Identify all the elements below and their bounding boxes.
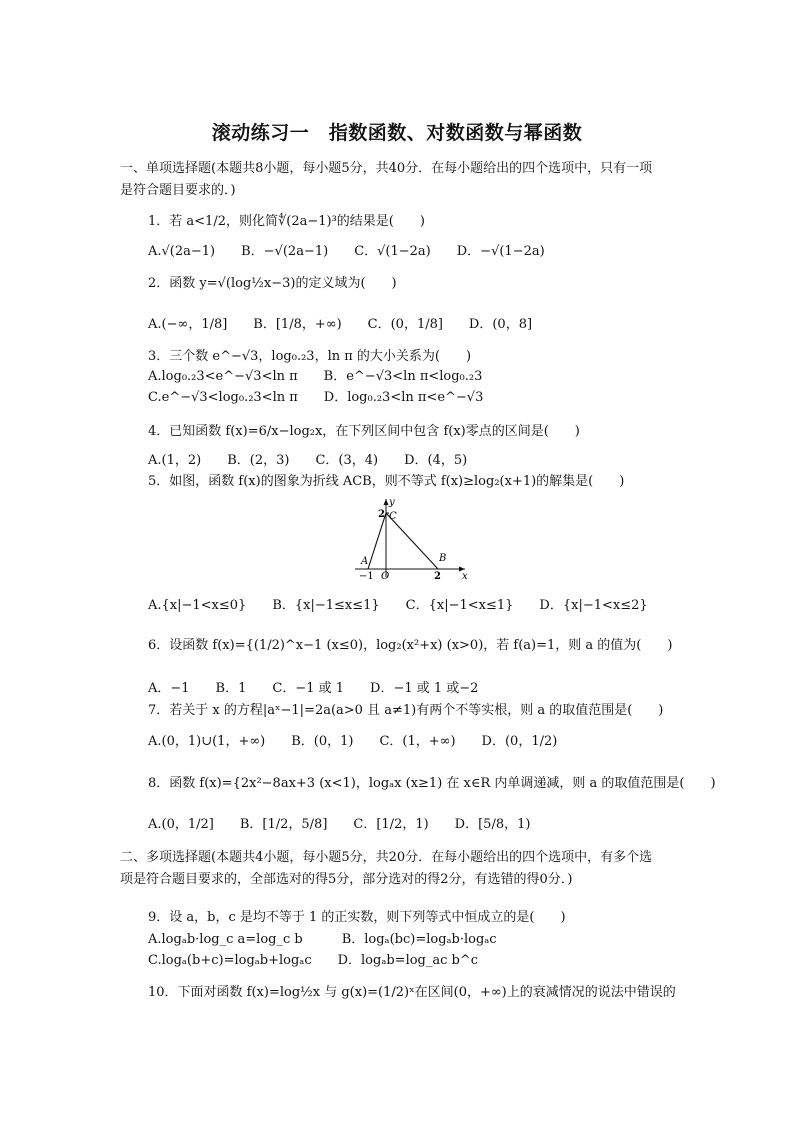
page-title: 滚动练习一 指数函数、对数函数与幂函数 [211,122,583,144]
question-8-stem: 8．函数 f(x)={2x²−8ax+3 (x<1)，logₐx (x≥1) 在 x∈R 内单调递减，则 a 的取值范围是( ) [148,776,716,791]
question-8-options: A.(0，1/2] B．[1/2，5/8] C．[1/2，1) D．[5/8，1) [148,817,531,832]
question-3-options-cd: C.e^−√3<log₀.₂3<ln π D．log₀.₂3<ln π<e^−√3 [148,390,484,405]
function-graph-figure [353,495,473,580]
section-2-instructions: 二、多项选择题(本题共4小题，每小题5分，共20分．在每小题给出的四个选项中，有多个选项是符合题目要求的，全部选对的得5分，部分选对的得2分，有选错的得0分．) [120,850,653,887]
question-3-stem: 3．三个数 e^−√3，log₀.₂3，ln π 的大小关系为( ) [148,349,472,364]
question-5-stem: 5．如图，函数 f(x)的图象为折线 ACB，则不等式 f(x)≥log₂(x+1)的解集是( ) [148,474,625,489]
y-tick-label-2: 2 [378,509,385,520]
question-9-options-ab: A.logₐb·log_c a=log_c b B．logₐ(bc)=logₐb·logₐc [148,932,497,947]
question-4-options: A.(1，2) B．(2，3) C．(3，4) D．(4，5) [148,453,468,468]
question-9-stem: 9．设 a，b，c 是均不等于 1 的正实数，则下列等式中恒成立的是( ) [148,910,566,925]
x-tick-label-neg1: −1 [359,571,374,580]
question-2-options: A.(−∞，1/8] B．[1/8，+∞) C．(0，1/8] D．(0，8] [148,317,533,332]
y-axis-arrow-icon [384,499,389,505]
point-c-label: C [389,511,397,522]
origin-label: O [381,571,390,580]
point-b-label: B [439,553,447,564]
question-9-options-cd: C.logₐ(b+c)=logₐb+logₐc D．logₐb=log_ac b^c [148,953,479,968]
point-a-label: A [361,556,369,567]
question-7-stem: 7．若关于 x 的方程|aˣ−1|=2a(a>0 且 a≠1)有两个不等实根，则 a 的取值范围是( ) [148,703,664,718]
section-1-instructions: 一、单项选择题(本题共8小题，每小题5分，共40分．在每小题给出的四个选项中，只有一项是符合题目要求的．) [120,161,653,198]
question-3-options-ab: A.log₀.₂3<e^−√3<ln π B．e^−√3<ln π<log₀.₂3 [148,369,483,384]
question-1-options: A.√(2a−1) B．−√(2a−1) C．√(1−2a) D．−√(1−2a) [148,244,545,259]
question-6-stem: 6．设函数 f(x)={(1/2)^x−1 (x≤0)，log₂(x²+x) (x>0)，若 f(a)=1，则 a 的值为( ) [148,638,673,653]
x-tick-label-2: 2 [434,571,441,580]
question-4-stem: 4．已知函数 f(x)=6/x−log₂x，在下列区间中包含 f(x)零点的区间是( ) [148,424,580,439]
question-7-options: A.(0，1)∪(1，+∞) B．(0，1) C．(1，+∞) D．(0，1/2) [148,734,558,749]
question-10-stem: 10．下面对函数 f(x)=log½x 与 g(x)=(1/2)ˣ在区间(0，+∞)上的衰减情况的说法中错误的 [148,985,676,1000]
question-5-options: A.{x|−1<x≤0} B．{x|−1≤x≤1} C．{x|−1<x≤1} D．{x|−1<x≤2} [148,598,648,613]
broken-line-acb [368,513,438,569]
question-1-stem: 1．若 a<1/2，则化简∜(2a−1)³的结果是( ) [148,214,425,229]
y-axis-label: y [389,497,395,508]
question-6-options: A．−1 B．1 C．−1 或 1 D．−1 或 1 或−2 [148,681,479,696]
question-2-stem: 2．函数 y=√(log½x−3)的定义域为( ) [148,276,397,291]
x-axis-label: x [462,571,468,580]
